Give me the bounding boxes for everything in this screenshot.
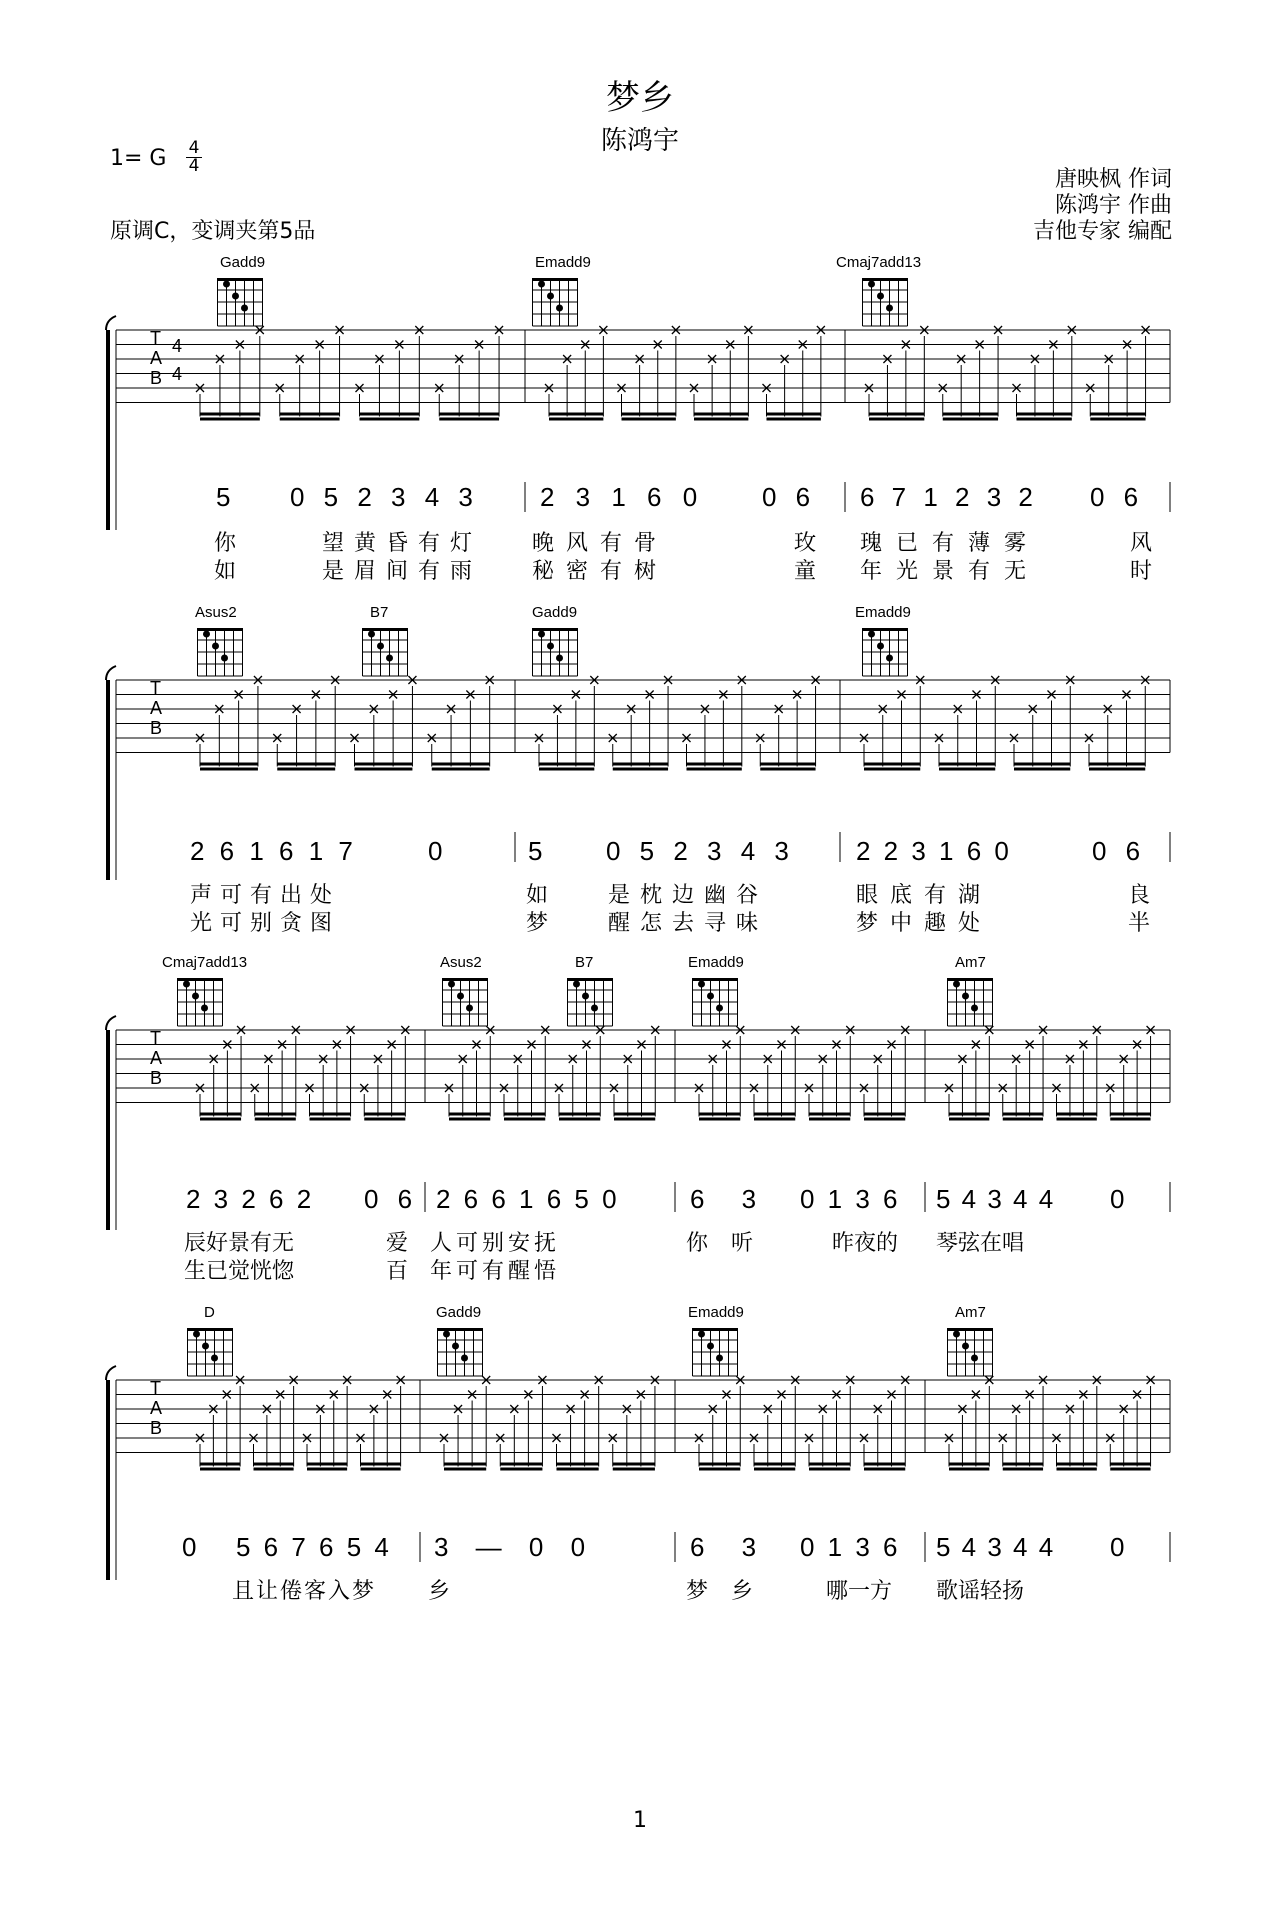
note-beam	[1057, 1463, 1097, 1466]
lyric-line-1: 瑰已有薄雾	[860, 531, 1041, 556]
tab-clef-letter: A	[150, 1398, 163, 1418]
tab-clef-letter: T	[150, 678, 161, 698]
note-beam	[1089, 768, 1145, 771]
chord-name: Gadd9	[436, 1304, 482, 1321]
note-beam	[355, 763, 413, 766]
note-beam	[694, 418, 748, 421]
note-beam	[699, 1113, 740, 1116]
chord-diagram	[863, 278, 908, 326]
note-beam	[549, 418, 603, 421]
note-beam	[280, 418, 340, 421]
tab-staff-4	[0, 1300, 1280, 1620]
note-beam	[864, 1463, 905, 1466]
note-beam	[432, 763, 490, 766]
lyric-line-1: 眼底有湖	[856, 883, 993, 908]
note-beam	[1110, 1463, 1150, 1466]
chord-diagram	[178, 978, 223, 1026]
note-beam	[449, 1113, 490, 1116]
note-beam	[449, 1118, 490, 1121]
note-beam	[687, 763, 742, 766]
note-beam	[613, 768, 668, 771]
chord-name: Emadd9	[535, 254, 591, 271]
lyric-line-1: 昨夜的	[832, 1231, 899, 1256]
note-beam	[699, 1463, 740, 1466]
note-beam	[864, 1468, 905, 1471]
chord-diagram	[863, 628, 908, 676]
system-bracket-top	[106, 1366, 116, 1380]
note-beam	[1090, 418, 1145, 421]
credit-composer: 陈鸿宇 作曲	[1055, 193, 1172, 218]
note-beam	[549, 413, 603, 416]
jianpu-note: 0 1 3 6	[800, 1532, 898, 1562]
tab-clef-letter: T	[150, 1028, 161, 1048]
note-beam	[1003, 1113, 1043, 1116]
tab-time-signature: 4	[172, 336, 183, 356]
chord-diagram	[533, 278, 578, 326]
lyric-line-1: 人可别安抚	[430, 1231, 561, 1256]
tab-clef-letter: A	[150, 698, 163, 718]
lyric-line-2: 百	[386, 1259, 409, 1284]
jianpu-note: 0	[428, 836, 443, 866]
note-beam	[277, 768, 335, 771]
chord-name: Am7	[955, 954, 986, 971]
credit-arranger: 吉他专家 编配	[1033, 219, 1172, 244]
jianpu-note: 2 2 3 1 6 0	[856, 836, 1009, 866]
jianpu-note: 0 1 3 6	[800, 1184, 898, 1214]
note-beam	[432, 768, 490, 771]
note-beam	[355, 768, 413, 771]
note-beam	[255, 1118, 296, 1121]
note-beam	[864, 1118, 905, 1121]
lyric-line-2: 光可别贪图	[190, 911, 341, 936]
tab-clef-letter: B	[150, 1418, 163, 1438]
note-beam	[613, 1468, 655, 1471]
note-beam	[760, 768, 815, 771]
jianpu-note: 0	[1110, 1184, 1125, 1214]
system-bracket-top	[106, 1016, 116, 1030]
note-beam	[559, 1118, 600, 1121]
lyric-line-1: 歌谣轻扬	[936, 1579, 1025, 1604]
chord-diagram	[533, 628, 578, 676]
lyric-line-2: 年可有醒悟	[430, 1259, 561, 1284]
note-beam	[1089, 763, 1145, 766]
note-beam	[500, 1463, 542, 1466]
lyric-line-1: 乡	[428, 1579, 451, 1604]
note-beam	[869, 418, 924, 421]
lyric-line-1: 你 听	[686, 1231, 761, 1256]
jianpu-note: 0 5 2 3 4 3	[606, 836, 789, 866]
note-beam	[364, 1118, 405, 1121]
note-beam	[614, 1118, 655, 1121]
jianpu-note: 0	[1110, 1532, 1125, 1562]
note-beam	[1057, 1118, 1097, 1121]
lyric-line-2: 如	[214, 559, 237, 584]
chord-name: Cmaj7add13	[162, 954, 248, 971]
tab-clef-letter: A	[150, 348, 163, 368]
note-beam	[622, 413, 676, 416]
chord-diagram	[948, 978, 993, 1026]
note-beam	[939, 768, 995, 771]
chord-diagram	[363, 628, 408, 676]
note-beam	[613, 1463, 655, 1466]
jianpu-note: 0 6	[1090, 482, 1139, 512]
note-beam	[1014, 768, 1070, 771]
chord-name: Asus2	[195, 604, 237, 621]
lyric-line-1: 玫	[794, 531, 817, 556]
jianpu-note: 0	[182, 1532, 197, 1562]
chord-name: Emadd9	[688, 1304, 744, 1321]
lyric-line-2: 是眉间有雨	[322, 559, 483, 584]
chord-diagram	[198, 628, 243, 676]
note-beam	[361, 1468, 401, 1471]
tab-clef-letter: A	[150, 1048, 163, 1068]
note-beam	[364, 1113, 405, 1116]
chord-diagram	[693, 1328, 738, 1376]
note-beam	[307, 1468, 347, 1471]
note-beam	[310, 1113, 351, 1116]
tab-system-2	[0, 600, 1280, 940]
lyric-line-2: 梦中趣处	[856, 911, 993, 936]
note-beam	[1017, 413, 1072, 416]
note-beam	[280, 413, 340, 416]
lyric-line-1: 梦 乡	[686, 1579, 761, 1604]
jianpu-note: 6 3	[690, 1184, 757, 1214]
note-beam	[200, 418, 260, 421]
note-beam	[444, 1468, 486, 1471]
page-number: 1	[633, 1808, 647, 1833]
note-beam	[614, 1113, 655, 1116]
chord-name: Gadd9	[532, 604, 578, 621]
lyric-line-1: 是枕边幽谷	[608, 883, 769, 908]
lyric-line-2: 时	[1130, 559, 1153, 584]
tab-system-1	[0, 250, 1280, 584]
note-beam	[767, 418, 821, 421]
jianpu-note: 0 6	[1092, 836, 1141, 866]
jianpu-note: 6 3	[690, 1532, 757, 1562]
jianpu-note: 6 7 1 2 3 2	[860, 482, 1033, 512]
note-beam	[200, 1113, 241, 1116]
note-beam	[1057, 1113, 1097, 1116]
chord-diagram	[188, 1328, 233, 1376]
lyric-line-2: 半	[1128, 911, 1151, 936]
note-beam	[307, 1463, 347, 1466]
note-beam	[949, 1463, 989, 1466]
note-beam	[504, 1113, 545, 1116]
chord-diagram	[948, 1328, 993, 1376]
note-beam	[360, 418, 420, 421]
note-beam	[277, 763, 335, 766]
lyric-line-2: 醒怎去寻味	[608, 911, 769, 936]
tab-clef-letter: T	[150, 1378, 161, 1398]
tab-system-4	[0, 1300, 1280, 1620]
lyric-line-1: 爱	[386, 1231, 409, 1256]
capo-note: 原调C，变调夹第5品	[110, 219, 316, 244]
tab-clef-letter: B	[150, 718, 163, 738]
lyric-line-1: 且让倦客入梦	[232, 1579, 377, 1604]
time-signature	[186, 140, 202, 175]
lyric-line-2: 秘密有树	[532, 559, 669, 584]
lyric-line-2: 梦	[526, 911, 549, 936]
jianpu-note: 3 — 0 0	[434, 1532, 586, 1562]
lyric-line-1: 晚风有骨	[532, 531, 669, 556]
jianpu-note: 0 5 2 3 4 3	[290, 482, 473, 512]
key-signature	[110, 146, 166, 171]
note-beam	[943, 413, 998, 416]
jianpu-note: 5 4 3 4 4	[936, 1532, 1054, 1562]
note-beam	[1003, 1468, 1043, 1471]
jianpu-note: 2 3 1 6 0	[540, 482, 698, 512]
note-beam	[809, 1468, 850, 1471]
note-beam	[439, 413, 499, 416]
note-beam	[255, 1113, 296, 1116]
tab-system-3	[0, 950, 1280, 1290]
jianpu-note: 5	[216, 482, 231, 512]
note-beam	[754, 1468, 795, 1471]
song-artist: 陈鸿宇	[600, 126, 679, 156]
note-beam	[557, 1463, 599, 1466]
lyric-line-1: 望黄昏有灯	[322, 531, 483, 556]
note-beam	[864, 1113, 905, 1116]
note-beam	[809, 1463, 850, 1466]
note-beam	[539, 763, 594, 766]
note-beam	[254, 1468, 294, 1471]
note-beam	[687, 768, 742, 771]
note-beam	[754, 1113, 795, 1116]
chord-name: D	[204, 1304, 215, 1321]
tab-clef-letter: B	[150, 368, 163, 388]
chord-name: Am7	[955, 1304, 986, 1321]
note-beam	[809, 1113, 850, 1116]
note-beam	[949, 1113, 989, 1116]
system-bracket-top	[106, 316, 116, 330]
note-beam	[439, 418, 499, 421]
credit-lyricist: 唐映枫 作词	[1055, 167, 1172, 192]
jianpu-note: 5 4 3 4 4	[936, 1184, 1054, 1214]
note-beam	[539, 768, 594, 771]
time-top: 4	[188, 138, 200, 158]
note-beam	[1090, 413, 1145, 416]
note-beam	[360, 413, 420, 416]
note-beam	[754, 1118, 795, 1121]
note-beam	[500, 1468, 542, 1471]
note-beam	[361, 1463, 401, 1466]
song-title: 梦乡	[606, 78, 674, 118]
chord-diagram	[568, 978, 613, 1026]
note-beam	[767, 413, 821, 416]
note-beam	[949, 1468, 989, 1471]
note-beam	[613, 763, 668, 766]
note-beam	[200, 1463, 240, 1466]
lyric-line-1: 风	[1130, 531, 1153, 556]
tab-clef-letter: T	[150, 328, 161, 348]
system-bracket-top	[106, 666, 116, 680]
note-beam	[864, 768, 920, 771]
jianpu-note: 0 6	[762, 482, 811, 512]
chord-name: Emadd9	[688, 954, 744, 971]
lyric-line-1: 琴弦在唱	[936, 1231, 1025, 1256]
chord-diagram	[443, 978, 488, 1026]
note-beam	[699, 1118, 740, 1121]
note-beam	[200, 1118, 241, 1121]
lyric-line-1: 声可有出处	[190, 883, 341, 908]
jianpu-note: 0 6	[364, 1184, 413, 1214]
note-beam	[1057, 1468, 1097, 1471]
note-beam	[1017, 418, 1072, 421]
chord-name: Cmaj7add13	[836, 254, 922, 271]
note-beam	[943, 418, 998, 421]
note-beam	[949, 1118, 989, 1121]
note-beam	[200, 768, 258, 771]
note-beam	[699, 1468, 740, 1471]
note-beam	[200, 763, 258, 766]
chord-diagram	[438, 1328, 483, 1376]
note-beam	[310, 1118, 351, 1121]
lyric-line-1: 辰好景有无	[184, 1231, 295, 1256]
note-beam	[1110, 1118, 1150, 1121]
lyric-line-1: 你	[214, 531, 237, 556]
lyric-line-1: 如	[526, 883, 549, 908]
chord-name: Asus2	[440, 954, 482, 971]
time-bottom: 4	[186, 157, 202, 175]
note-beam	[557, 1468, 599, 1471]
lyric-line-2: 年光景有无	[860, 559, 1041, 584]
jianpu-note: 2 3 2 6 2	[186, 1184, 312, 1214]
note-beam	[1110, 1468, 1150, 1471]
key-label: 1= G	[110, 146, 167, 171]
note-beam	[622, 418, 676, 421]
note-beam	[760, 763, 815, 766]
note-beam	[444, 1463, 486, 1466]
chord-name: B7	[575, 954, 594, 971]
note-beam	[200, 1468, 240, 1471]
chord-name: Gadd9	[220, 254, 266, 271]
note-beam	[1003, 1463, 1043, 1466]
chord-diagram	[693, 978, 738, 1026]
jianpu-note: 5	[528, 836, 543, 866]
note-beam	[694, 413, 748, 416]
note-beam	[1110, 1113, 1150, 1116]
jianpu-note: 2 6 6 1 6 5 0	[436, 1184, 617, 1214]
note-beam	[559, 1113, 600, 1116]
note-beam	[1003, 1118, 1043, 1121]
chord-name: B7	[370, 604, 389, 621]
lyric-line-2: 生已觉恍惚	[184, 1259, 295, 1284]
jianpu-note: 2 6 1 6 1 7	[190, 836, 353, 866]
note-beam	[504, 1118, 545, 1121]
chord-diagram	[218, 278, 263, 326]
chord-name: Emadd9	[855, 604, 911, 621]
note-beam	[869, 413, 924, 416]
note-beam	[939, 763, 995, 766]
lyric-line-1: 良	[1128, 883, 1151, 908]
note-beam	[809, 1118, 850, 1121]
note-beam	[754, 1463, 795, 1466]
note-beam	[864, 763, 920, 766]
tab-clef-letter: B	[150, 1068, 163, 1088]
note-beam	[254, 1463, 294, 1466]
note-beam	[200, 413, 260, 416]
note-beam	[1014, 763, 1070, 766]
jianpu-note: 5 6 7 6 5 4	[236, 1532, 389, 1562]
tab-time-signature: 4	[172, 364, 183, 384]
lyric-line-1: 哪一方	[826, 1579, 893, 1604]
lyric-line-2: 童	[794, 559, 817, 584]
